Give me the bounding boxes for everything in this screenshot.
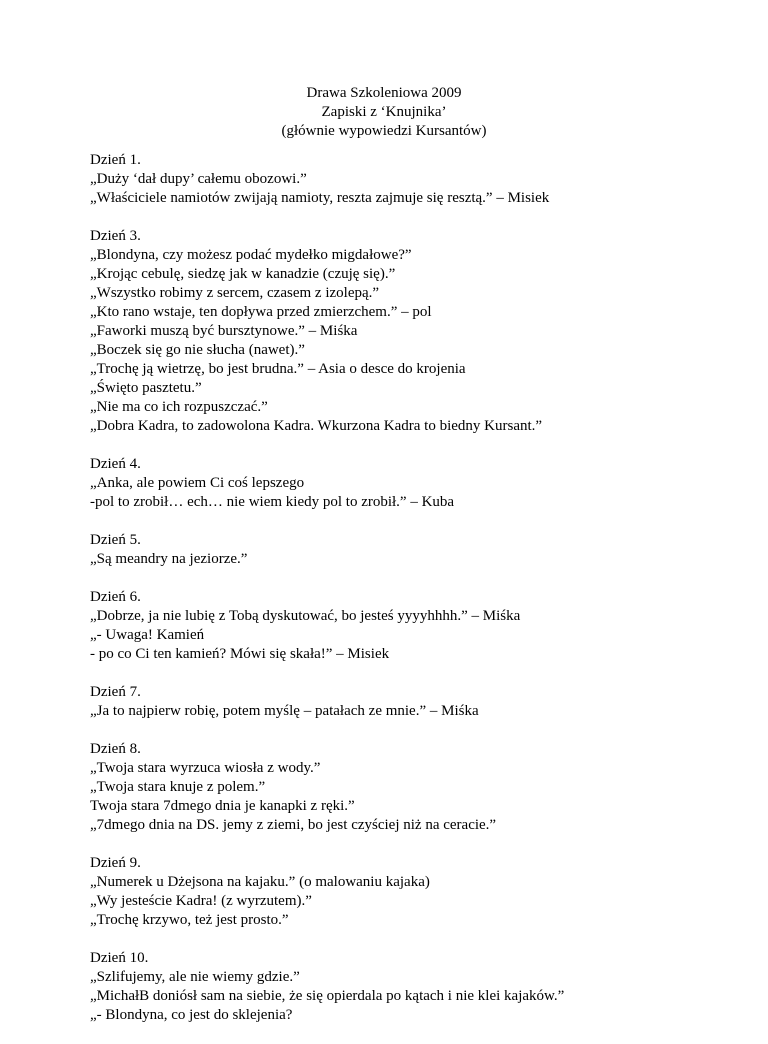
day-section [90, 854, 730, 930]
day-title: Dzień 4. [90, 456, 141, 472]
day-section [90, 683, 730, 721]
day-section [90, 531, 730, 569]
quote-line: „Dobrze, ja nie lubię z Tobą dyskutować, bo jesteś yyyyhhhh.” – Miśka [90, 608, 521, 624]
quote-line: „Kto rano wstaje, ten dopływa przed zmierzchem.” – pol [90, 304, 432, 320]
quote-line: „Święto pasztetu.” [90, 380, 202, 396]
day-section [90, 151, 730, 208]
quote-line: „Twoja stara wyrzuca wiosła z wody.” [90, 760, 321, 776]
quote-line: „Boczek się go nie słucha (nawet).” [90, 342, 305, 358]
quote-line: „Ja to najpierw robię, potem myślę – patałach ze mnie.” – Miśka [90, 703, 479, 719]
quote-line: „Twoja stara knuje z polem.” [90, 779, 266, 795]
quote-line: „Są meandry na jeziorze.” [90, 551, 248, 567]
quote-line: „Blondyna, czy możesz podać mydełko migdałowe?” [90, 247, 412, 263]
document-header [0, 84, 768, 141]
quote-line: Twoja stara 7dmego dnia je kanapki z ręki.” [90, 798, 355, 814]
day-section [90, 588, 730, 664]
quote-line: „Numerek u Dżejsona na kajaku.” (o malowaniu kajaka) [90, 874, 430, 890]
day-title: Dzień 7. [90, 684, 141, 700]
quote-line: „MichałB doniósł sam na siebie, że się opierdala po kątach i nie klei kajaków.” [90, 988, 565, 1004]
quote-line: -pol to zrobił… ech… nie wiem kiedy pol to zrobił.” – Kuba [90, 494, 455, 510]
header-subtitle: Zapiski z ‘Knujnika’ [321, 104, 447, 120]
quote-line: „Trochę ją wietrzę, bo jest brudna.” – Asia o desce do krojenia [90, 361, 466, 377]
day-section [90, 455, 730, 512]
quote-line: „Dobra Kadra, to zadowolona Kadra. Wkurzona Kadra to biedny Kursant.” [90, 418, 543, 434]
quote-line: „Duży ‘dał dupy’ całemu obozowi.” [90, 171, 307, 187]
quote-line: „Szlifujemy, ale nie wiemy gdzie.” [90, 969, 300, 985]
quote-line: „Wszystko robimy z sercem, czasem z izolepą.” [90, 285, 380, 301]
quote-line: „Anka, ale powiem Ci coś lepszego [90, 475, 305, 491]
day-title: Dzień 6. [90, 589, 141, 605]
day-section [90, 227, 730, 436]
day-title: Dzień 10. [90, 950, 149, 966]
quote-line: „Faworki muszą być bursztynowe.” – Miśka [90, 323, 358, 339]
day-section [90, 949, 730, 1025]
header-note: (głównie wypowiedzi Kursantów) [281, 123, 487, 139]
day-title: Dzień 1. [90, 152, 141, 168]
day-title: Dzień 3. [90, 228, 141, 244]
day-title: Dzień 9. [90, 855, 141, 871]
day-section [90, 740, 730, 835]
quote-line: „- Blondyna, co jest do sklejenia? [90, 1007, 293, 1023]
quote-line: „Wy jesteście Kadra! (z wyrzutem).” [90, 893, 312, 909]
day-title: Dzień 8. [90, 741, 141, 757]
quote-line: „Właściciele namiotów zwijają namioty, reszta zajmuje się resztą.” – Misiek [90, 190, 550, 206]
quote-line: „Nie ma co ich rozpuszczać.” [90, 399, 268, 415]
header-title: Drawa Szkoleniowa 2009 [306, 85, 462, 101]
quote-line: „7dmego dnia na DS. jemy z ziemi, bo jest czyściej niż na ceracie.” [90, 817, 497, 833]
day-title: Dzień 5. [90, 532, 141, 548]
quote-line: „Trochę krzywo, też jest prosto.” [90, 912, 289, 928]
quote-line: - po co Ci ten kamień? Mówi się skała!” – Misiek [90, 646, 390, 662]
quote-line: „- Uwaga! Kamień [90, 627, 205, 643]
quote-line: „Krojąc cebulę, siedzę jak w kanadzie (czuję się).” [90, 266, 396, 282]
document-body [90, 151, 730, 1044]
